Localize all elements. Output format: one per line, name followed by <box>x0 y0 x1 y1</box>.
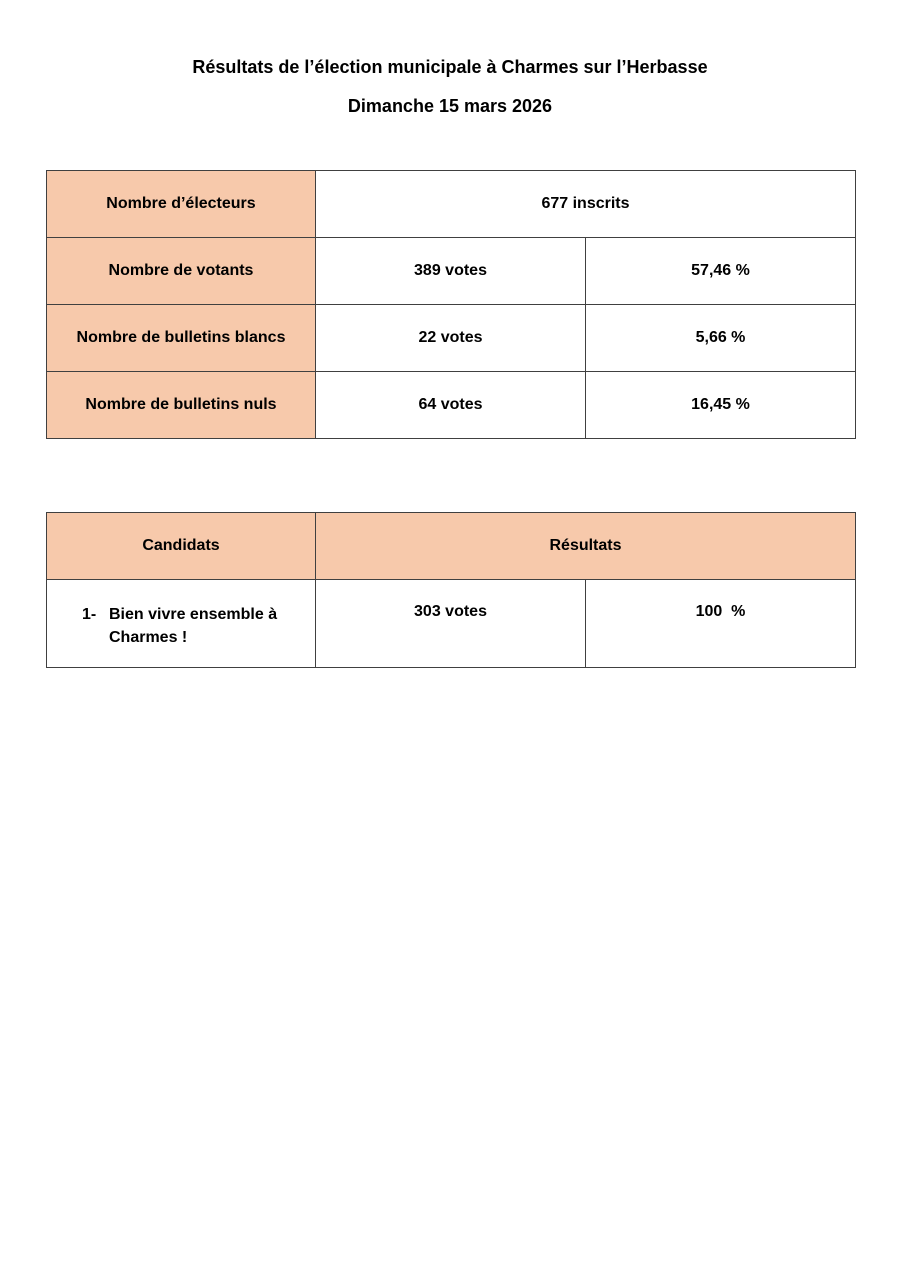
votants-label: Nombre de votants <box>47 238 316 305</box>
results-header-row <box>47 513 856 580</box>
candidate-name: Bien vivre ensemble à Charmes ! <box>109 606 278 646</box>
blancs-votes: 22 votes <box>316 305 586 372</box>
table-row <box>47 580 856 668</box>
turnout-table <box>46 170 856 439</box>
nuls-votes: 64 votes <box>316 372 586 439</box>
table-row <box>47 305 856 372</box>
electeurs-label: Nombre d’électeurs <box>47 171 316 238</box>
electeurs-value: 677 inscrits <box>316 171 856 238</box>
results-table <box>46 512 856 668</box>
candidate-percent: 100 % <box>586 580 856 668</box>
candidate-votes: 303 votes <box>316 580 586 668</box>
nuls-label: Nombre de bulletins nuls <box>47 372 316 439</box>
table-row <box>47 171 856 238</box>
candidats-header: Candidats <box>47 513 316 580</box>
table-row <box>47 372 856 439</box>
election-date: Dimanche 15 mars 2026 <box>347 96 553 116</box>
blancs-percent: 5,66 % <box>586 305 856 372</box>
candidate-cell <box>47 580 316 668</box>
resultats-header: Résultats <box>316 513 856 580</box>
blancs-label: Nombre de bulletins blancs <box>47 305 316 372</box>
votants-votes: 389 votes <box>316 238 586 305</box>
candidate-number: 1- <box>82 606 97 623</box>
nuls-percent: 16,45 % <box>586 372 856 439</box>
table-row <box>47 238 856 305</box>
document-title: Résultats de l’élection municipale à Charmes sur l’Herbasse <box>192 57 708 77</box>
votants-percent: 57,46 % <box>586 238 856 305</box>
